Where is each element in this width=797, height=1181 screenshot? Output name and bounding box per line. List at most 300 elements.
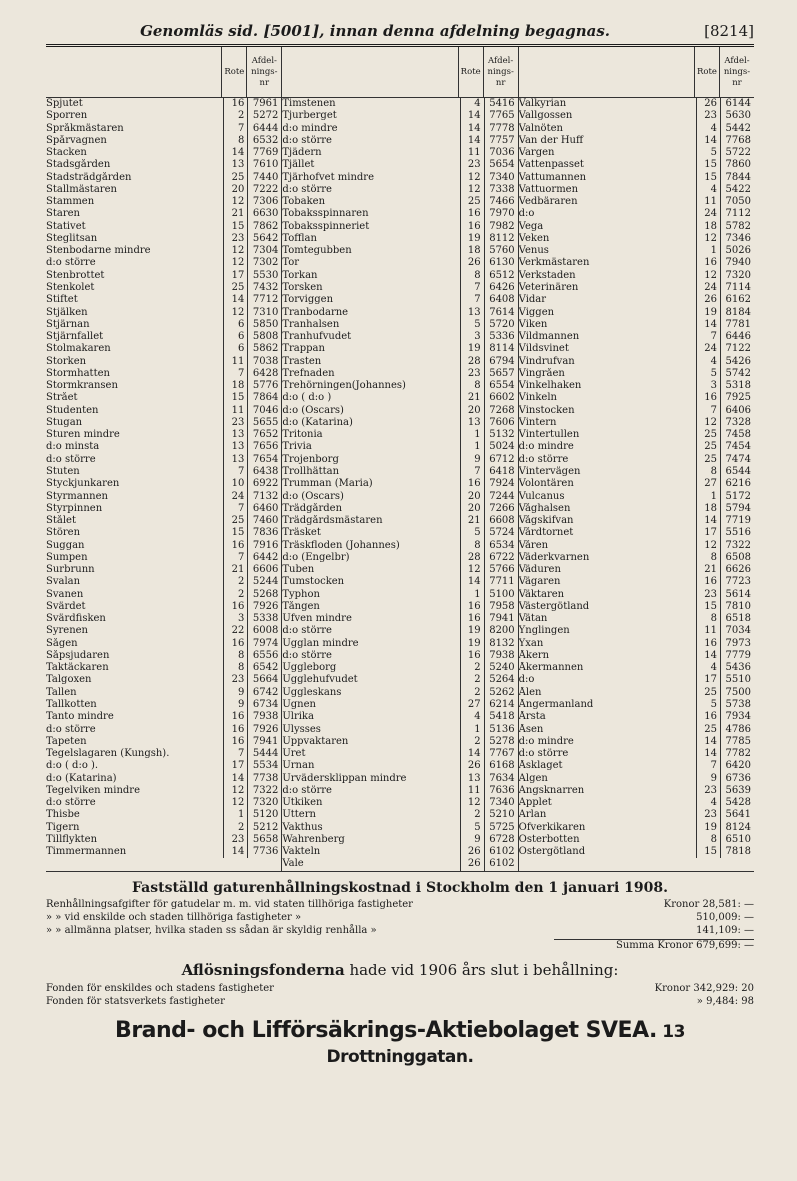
- afdelning-number: 6518: [720, 613, 754, 625]
- rote-value: 27: [696, 478, 720, 490]
- afdelning-number: 7454: [720, 441, 754, 453]
- rote-value: 8: [460, 380, 484, 392]
- afdelning-number: 5516: [720, 527, 754, 539]
- rote-value: 12: [223, 797, 247, 809]
- rote-value: 23: [460, 368, 484, 380]
- rote-value: 9: [460, 454, 484, 466]
- table-row: [46, 773, 281, 785]
- street-name: Åkern: [518, 649, 550, 661]
- table-row: [519, 834, 754, 846]
- street-name: d:o (Oscars): [282, 404, 344, 416]
- table-row: [282, 515, 517, 527]
- row-list: [46, 97, 281, 858]
- table-row: [519, 257, 754, 269]
- rote-value: 18: [460, 245, 484, 257]
- rote-value: 14: [696, 748, 720, 760]
- rote-value: 8: [696, 613, 720, 625]
- street-name: d:o större: [46, 453, 96, 465]
- rote-value: 3: [460, 331, 484, 343]
- rote-value: 24: [696, 282, 720, 294]
- rote-value: 25: [223, 172, 247, 184]
- street-name: Sporren: [46, 110, 88, 122]
- afdelning-number: 6554: [484, 380, 518, 392]
- table-row: [282, 245, 517, 257]
- table-row: [282, 196, 517, 208]
- street-name: Stativet: [46, 220, 86, 232]
- rote-value: 2: [223, 589, 247, 601]
- afdelning-number: 7778: [484, 123, 518, 135]
- street-name: Veken: [518, 232, 550, 244]
- table-row: [46, 650, 281, 662]
- afdelning-number: 5724: [484, 527, 518, 539]
- street-name: Svanen: [46, 588, 84, 600]
- street-name: Uggleskans: [282, 686, 342, 698]
- afdelning-number: 5782: [720, 221, 754, 233]
- table-row: [282, 576, 517, 588]
- rote-value: 21: [223, 208, 247, 220]
- street-name: Storken: [46, 355, 87, 367]
- column-header: [46, 47, 281, 97]
- table-row: [519, 270, 754, 282]
- street-name: Van der Huff: [518, 134, 584, 146]
- street-name: Venus: [518, 245, 549, 257]
- street-name: Sturen mindre: [46, 429, 120, 441]
- register-table: [46, 47, 754, 872]
- street-name: Stenbodarne mindre: [46, 245, 151, 257]
- table-row: [519, 454, 754, 466]
- rote-value: 28: [460, 552, 484, 564]
- table-row: [282, 613, 517, 625]
- afdelning-number: 6426: [484, 282, 518, 294]
- rote-value: 25: [696, 441, 720, 453]
- table-row: [282, 711, 517, 723]
- table-row: [46, 392, 281, 404]
- table-row: [46, 515, 281, 527]
- rote-value: 7: [696, 760, 720, 772]
- street-name: Vulcanus: [518, 490, 565, 502]
- table-row: [46, 809, 281, 821]
- table-row: [282, 282, 517, 294]
- afdelning-number: 7958: [484, 601, 518, 613]
- table-row: [46, 110, 281, 122]
- afdelning-number: 7244: [484, 491, 518, 503]
- afdelning-number: 5742: [720, 368, 754, 380]
- table-row: [519, 294, 754, 306]
- street-name: Vidar: [518, 294, 547, 306]
- table-row: [519, 797, 754, 809]
- afdelning-number: 7925: [720, 392, 754, 404]
- table-row: [519, 613, 754, 625]
- rote-value: 8: [223, 650, 247, 662]
- afdelning-number: 7340: [484, 172, 518, 184]
- rote-value: 14: [223, 147, 247, 159]
- table-row: [46, 625, 281, 637]
- rote-value: 15: [696, 172, 720, 184]
- street-name: Viken: [518, 318, 548, 330]
- table-row: [46, 257, 281, 269]
- rote-value: 27: [460, 699, 484, 711]
- rote-value: 14: [696, 736, 720, 748]
- table-row: [282, 491, 517, 503]
- street-name: Suggan: [46, 539, 85, 551]
- street-name: Tomtegubben: [282, 245, 352, 257]
- table-row: [519, 478, 754, 490]
- rote-value: 16: [696, 711, 720, 723]
- afdelning-number: 5210: [484, 809, 518, 821]
- rote-value: 11: [696, 196, 720, 208]
- rote-value: 7: [460, 282, 484, 294]
- street-name: Träskfloden (Johannes): [282, 539, 400, 551]
- afdelning-number: 7656: [247, 441, 281, 453]
- afdelning-number: 7723: [720, 576, 754, 588]
- afdelning-number: 5510: [720, 674, 754, 686]
- rote-value: 9: [460, 834, 484, 846]
- rote-value: 3: [696, 380, 720, 392]
- table-row: [46, 601, 281, 613]
- table-row: [46, 491, 281, 503]
- afdelning-number: 7782: [720, 748, 754, 760]
- table-row: [519, 282, 754, 294]
- table-row: [46, 331, 281, 343]
- rote-value: 16: [460, 208, 484, 220]
- street-name: Ugnen: [282, 699, 316, 711]
- afdelning-number: 7346: [720, 233, 754, 245]
- afdelning-number: 7310: [247, 307, 281, 319]
- rote-value: 21: [460, 515, 484, 527]
- table-row: [519, 356, 754, 368]
- street-name: Väduren: [518, 564, 561, 576]
- street-name: Verkmästaren: [518, 257, 590, 269]
- table-row: [46, 429, 281, 441]
- rote-value: 12: [460, 184, 484, 196]
- table-row: [282, 184, 517, 196]
- street-name: Träsket: [282, 527, 321, 539]
- street-name: Trivia: [282, 441, 312, 453]
- table-row: [46, 711, 281, 723]
- rote-value: 2: [460, 662, 484, 674]
- afdelning-number: 5212: [247, 822, 281, 834]
- afdelning-number: 6442: [247, 552, 281, 564]
- afdelning-number: 5776: [247, 380, 281, 392]
- table-row: [282, 785, 517, 797]
- afdelning-number: 6168: [484, 760, 518, 772]
- table-row: [46, 368, 281, 380]
- street-name: Sågen: [46, 637, 78, 649]
- afdelning-number: 7926: [247, 601, 281, 613]
- street-name: Tobaksspinneriet: [282, 220, 370, 232]
- afdelning-number: 6532: [247, 135, 281, 147]
- street-name: d:o större: [46, 797, 96, 809]
- afdelning-number: 7864: [247, 392, 281, 404]
- table-row: [519, 429, 754, 441]
- rote-value: 15: [223, 392, 247, 404]
- afdelning-number: 5657: [484, 368, 518, 380]
- afdelning-number: 5132: [484, 429, 518, 441]
- table-row: [46, 478, 281, 490]
- table-row: [519, 441, 754, 453]
- rote-value: 25: [696, 454, 720, 466]
- afdelning-number: 7757: [484, 135, 518, 147]
- table-row: [282, 294, 517, 306]
- rote-header: Rote: [221, 47, 246, 97]
- table-row: [46, 405, 281, 417]
- afdelning-number: 5760: [484, 245, 518, 257]
- table-row: [46, 208, 281, 220]
- afdelning-number: 6162: [720, 294, 754, 306]
- table-row: [282, 687, 517, 699]
- rote-value: 16: [223, 601, 247, 613]
- rote-value: 21: [460, 392, 484, 404]
- rote-value: 13: [460, 307, 484, 319]
- table-row: [519, 846, 754, 858]
- afdelning-number: 6510: [720, 834, 754, 846]
- afdelning-number: 7322: [247, 785, 281, 797]
- afdelning-number: 5318: [720, 380, 754, 392]
- afdelning-number: 7938: [247, 711, 281, 723]
- table-row: [282, 822, 517, 834]
- afdelning-number: 7982: [484, 221, 518, 233]
- afdelning-number: 7916: [247, 540, 281, 552]
- afdelning-number: 7765: [484, 110, 518, 122]
- table-row: [282, 123, 517, 135]
- rote-value: 20: [223, 184, 247, 196]
- table-row: [282, 797, 517, 809]
- table-row: [46, 135, 281, 147]
- rote-value: 13: [223, 159, 247, 171]
- rote-value: 25: [696, 724, 720, 736]
- page: [46, 10, 754, 1068]
- table-row: [282, 846, 517, 858]
- table-row: [519, 147, 754, 159]
- street-name: Ugglan mindre: [282, 637, 359, 649]
- afdelning-number: 8132: [484, 638, 518, 650]
- rote-value: 12: [696, 233, 720, 245]
- street-name: Valkyrian: [518, 98, 567, 109]
- street-name: Tranhufvudet: [282, 331, 352, 343]
- afdelning-number: 5244: [247, 576, 281, 588]
- footer-heading: Fastställd gaturenhållningskostnad i Stockholm den 1 januari 1908.: [131, 879, 668, 896]
- rote-value: 23: [223, 834, 247, 846]
- rote-value: 17: [696, 674, 720, 686]
- rote-value: 20: [460, 503, 484, 515]
- table-row: [46, 172, 281, 184]
- street-name: d:o större: [282, 183, 332, 195]
- table-row: [46, 245, 281, 257]
- rote-value: 17: [223, 270, 247, 282]
- rote-value: 26: [696, 98, 720, 110]
- rote-value: 17: [696, 527, 720, 539]
- fee-sum: Summa Kronor 679,699: —: [554, 939, 754, 951]
- table-row: [46, 417, 281, 429]
- table-row: [519, 172, 754, 184]
- street-name: Tjädern: [282, 147, 322, 159]
- afdelning-number: 7340: [484, 797, 518, 809]
- afdelning-number: 5418: [484, 711, 518, 723]
- afdelning-number: 6508: [720, 552, 754, 564]
- rote-value: 16: [696, 392, 720, 404]
- rote-value: 16: [696, 257, 720, 269]
- rote-value: 5: [460, 822, 484, 834]
- rote-value: 7: [223, 503, 247, 515]
- table-row: [519, 184, 754, 196]
- rote-value: 25: [223, 282, 247, 294]
- afdelning-number: 7781: [720, 319, 754, 331]
- street-name: Tjället: [282, 159, 315, 171]
- table-row: [519, 822, 754, 834]
- afdelning-number: 7320: [720, 270, 754, 282]
- afdelning-number: 7268: [484, 405, 518, 417]
- rote-value: 26: [696, 294, 720, 306]
- table-row: [46, 564, 281, 576]
- table-row: [282, 356, 517, 368]
- afd-header: Afdel- nings- nr: [246, 47, 281, 97]
- street-name: Torkan: [282, 269, 318, 281]
- afdelning-number: 8200: [484, 625, 518, 637]
- street-name: Spjutet: [46, 98, 83, 109]
- afdelning-number: 6630: [247, 208, 281, 220]
- rote-value: 23: [460, 159, 484, 171]
- table-row: [46, 846, 281, 858]
- rote-value: 2: [460, 736, 484, 748]
- rote-value: 12: [460, 797, 484, 809]
- table-row: [519, 123, 754, 135]
- rote-value: 8: [696, 834, 720, 846]
- street-name: Ärlan: [518, 809, 547, 821]
- rote-value: 8: [223, 662, 247, 674]
- rote-value: 24: [696, 343, 720, 355]
- street-name: Väktaren: [518, 588, 565, 600]
- street-name: Ynglingen: [518, 625, 570, 637]
- table-row: [282, 589, 517, 601]
- rote-value: 7: [223, 123, 247, 135]
- afdelning-number: 7432: [247, 282, 281, 294]
- street-name: Tegelslagaren (Kungsh).: [46, 748, 170, 760]
- street-name: Stålet: [46, 515, 76, 527]
- table-row: [519, 785, 754, 797]
- afdelning-number: 7112: [720, 208, 754, 220]
- afdelning-number: 6130: [484, 257, 518, 269]
- afdelning-number: 7779: [720, 650, 754, 662]
- rote-value: 14: [460, 135, 484, 147]
- street-name: Språkmästaren: [46, 122, 124, 134]
- street-name: Vildsvinet: [518, 343, 569, 355]
- afdelning-number: 5766: [484, 564, 518, 576]
- afdelning-number: 6216: [720, 478, 754, 490]
- street-name: Verkstaden: [518, 269, 576, 281]
- rote-value: 5: [460, 319, 484, 331]
- rote-value: 23: [223, 417, 247, 429]
- rote-value: 18: [696, 503, 720, 515]
- rote-value: 20: [460, 491, 484, 503]
- afdelning-number: 7610: [247, 159, 281, 171]
- table-row: [282, 662, 517, 674]
- table-row: [519, 245, 754, 257]
- table-row: [282, 638, 517, 650]
- table-row: [519, 711, 754, 723]
- street-name: Vattumannen: [518, 171, 587, 183]
- street-name: d:o (Katarina): [282, 416, 353, 428]
- street-name: Svärdfisken: [46, 613, 106, 625]
- table-row: [46, 454, 281, 466]
- rote-value: 8: [696, 552, 720, 564]
- table-row: [46, 147, 281, 159]
- afdelning-number: 7222: [247, 184, 281, 196]
- afdelning-number: 7941: [484, 613, 518, 625]
- street-name: Spårvagnen: [46, 134, 107, 146]
- rote-value: 7: [460, 294, 484, 306]
- table-row: [282, 319, 517, 331]
- street-name: Styrmannen: [46, 490, 108, 502]
- rote-value: 26: [460, 858, 484, 870]
- table-row: [282, 834, 517, 846]
- afdelning-number: 5172: [720, 491, 754, 503]
- afdelning-number: 6608: [484, 515, 518, 527]
- street-name: Österbotten: [518, 833, 580, 845]
- afdelning-number: 5024: [484, 441, 518, 453]
- afdelning-number: 6734: [247, 699, 281, 711]
- street-name: d:o: [518, 674, 535, 686]
- table-row: [519, 576, 754, 588]
- column-3: [519, 47, 754, 871]
- street-name: Trumman (Maria): [282, 478, 373, 490]
- rote-value: 19: [460, 343, 484, 355]
- street-name: Syrenen: [46, 625, 88, 637]
- table-row: [519, 809, 754, 821]
- table-row: [282, 368, 517, 380]
- street-name: Stadsgården: [46, 159, 111, 171]
- street-name: Vinkelhaken: [518, 380, 582, 392]
- afdelning-number: 7769: [247, 147, 281, 159]
- fund-line: Fonden för enskildes och stadens fastigheter Kronor 342,929: 20: [46, 982, 754, 994]
- rote-value: 16: [223, 98, 247, 110]
- table-row: [46, 294, 281, 306]
- street-name: Strået: [46, 392, 78, 404]
- rote-value: 4: [696, 123, 720, 135]
- afdelning-number: 7654: [247, 454, 281, 466]
- afdelning-number: 5850: [247, 319, 281, 331]
- afdelning-number: 5722: [720, 147, 754, 159]
- rote-value: 26: [460, 257, 484, 269]
- afdelning-number: 5641: [720, 809, 754, 821]
- rote-value: 19: [460, 625, 484, 637]
- advertisement: Brand- och Lifförsäkrings-Aktiebolaget SVEA. 13 Drottninggatan.: [115, 1017, 685, 1067]
- table-row: [519, 380, 754, 392]
- rote-value: 16: [460, 221, 484, 233]
- street-name: Vakthus: [282, 821, 323, 833]
- rote-value: 24: [696, 208, 720, 220]
- page-number: [8214]: [704, 22, 754, 40]
- rote-value: 16: [460, 601, 484, 613]
- street-name: Ufven mindre: [282, 613, 352, 625]
- afdelning-number: 7474: [720, 454, 754, 466]
- table-row: [519, 564, 754, 576]
- rote-value: 16: [696, 576, 720, 588]
- afdelning-number: 6408: [484, 294, 518, 306]
- street-name: d:o ( d:o ).: [46, 760, 99, 772]
- rote-value: 19: [696, 307, 720, 319]
- table-row: [519, 527, 754, 539]
- street-name: Tapeten: [46, 735, 87, 747]
- rote-value: 13: [223, 429, 247, 441]
- table-row: [46, 282, 281, 294]
- afdelning-number: 7941: [247, 736, 281, 748]
- afdelning-number: 5720: [484, 319, 518, 331]
- afdelning-number: 6512: [484, 270, 518, 282]
- rote-value: 26: [460, 846, 484, 858]
- afd-header: Afdel- nings- nr: [719, 47, 754, 97]
- street-name: Thisbe: [46, 809, 80, 821]
- table-row: [282, 110, 517, 122]
